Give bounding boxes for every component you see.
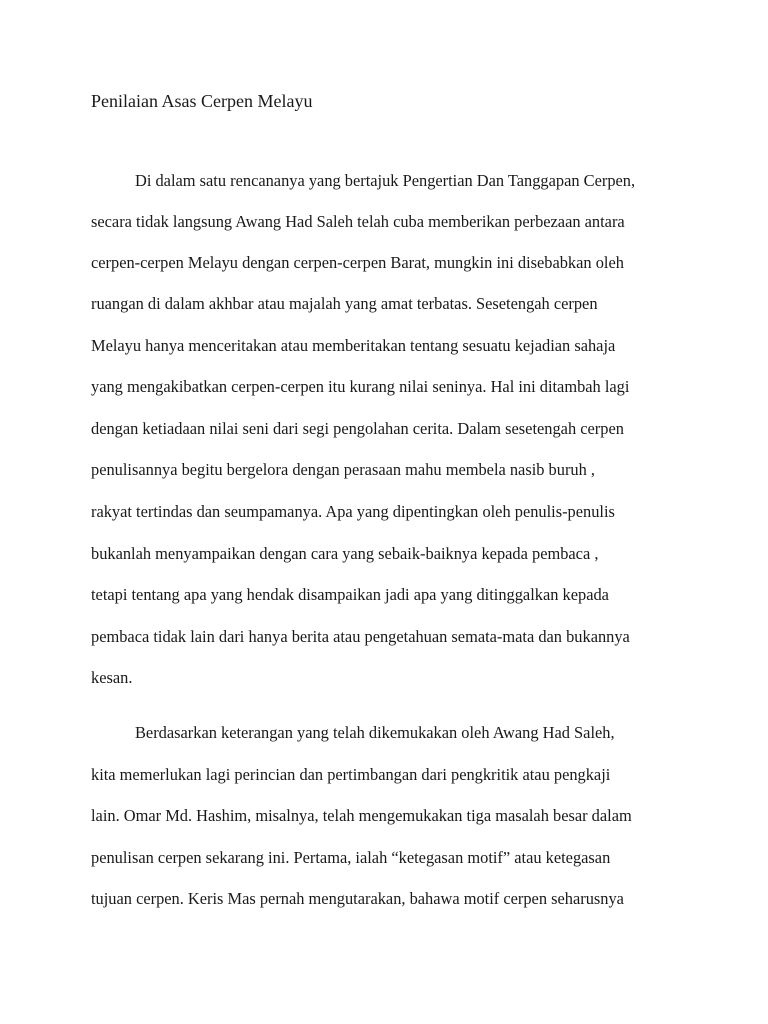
paragraph-line: penulisan cerpen sekarang ini. Pertama, ialah “ketegasan motif” atau ketegasan [91,848,611,867]
paragraph-line: kesan. [91,668,133,687]
paragraph-line: pembaca tidak lain dari hanya berita atau pengetahuan semata-mata dan bukannya [91,627,630,646]
paragraph-line: kita memerlukan lagi perincian dan pertimbangan dari pengkritik atau pengkaji [91,765,611,784]
paragraph-line: Melayu hanya menceritakan atau memberitakan tentang sesuatu kejadian sahaja [91,336,616,355]
paragraph-line: Di dalam satu rencananya yang bertajuk Pengertian Dan Tanggapan Cerpen, [135,171,636,190]
paragraph-line: rakyat tertindas dan seumpamanya. Apa yang dipentingkan oleh penulis-penulis [91,502,615,521]
paragraph-line: lain. Omar Md. Hashim, misalnya, telah mengemukakan tiga masalah besar dalam [91,806,632,825]
paragraph-line: Berdasarkan keterangan yang telah dikemukakan oleh Awang Had Saleh, [135,723,615,742]
paragraph-line: bukanlah menyampaikan dengan cara yang sebaik-baiknya kepada pembaca , [91,544,599,563]
paragraph-line: tetapi tentang apa yang hendak disampaikan jadi apa yang ditinggalkan kepada [91,585,609,604]
paragraph-line: tujuan cerpen. Keris Mas pernah mengutarakan, bahawa motif cerpen seharusnya [91,889,624,908]
document-title: Penilaian Asas Cerpen Melayu [91,91,313,111]
paragraph-line: penulisannya begitu bergelora dengan perasaan mahu membela nasib buruh , [91,460,595,479]
paragraph-line: cerpen-cerpen Melayu dengan cerpen-cerpen Barat, mungkin ini disebabkan oleh [91,253,624,272]
paragraph-line: secara tidak langsung Awang Had Saleh telah cuba memberikan perbezaan antara [91,212,625,231]
paragraph-line: dengan ketiadaan nilai seni dari segi pengolahan cerita. Dalam sesetengah cerpen [91,419,624,438]
paragraph-line: ruangan di dalam akhbar atau majalah yang amat terbatas. Sesetengah cerpen [91,294,598,313]
paragraph-line: yang mengakibatkan cerpen-cerpen itu kurang nilai seninya. Hal ini ditambah lagi [91,377,630,396]
